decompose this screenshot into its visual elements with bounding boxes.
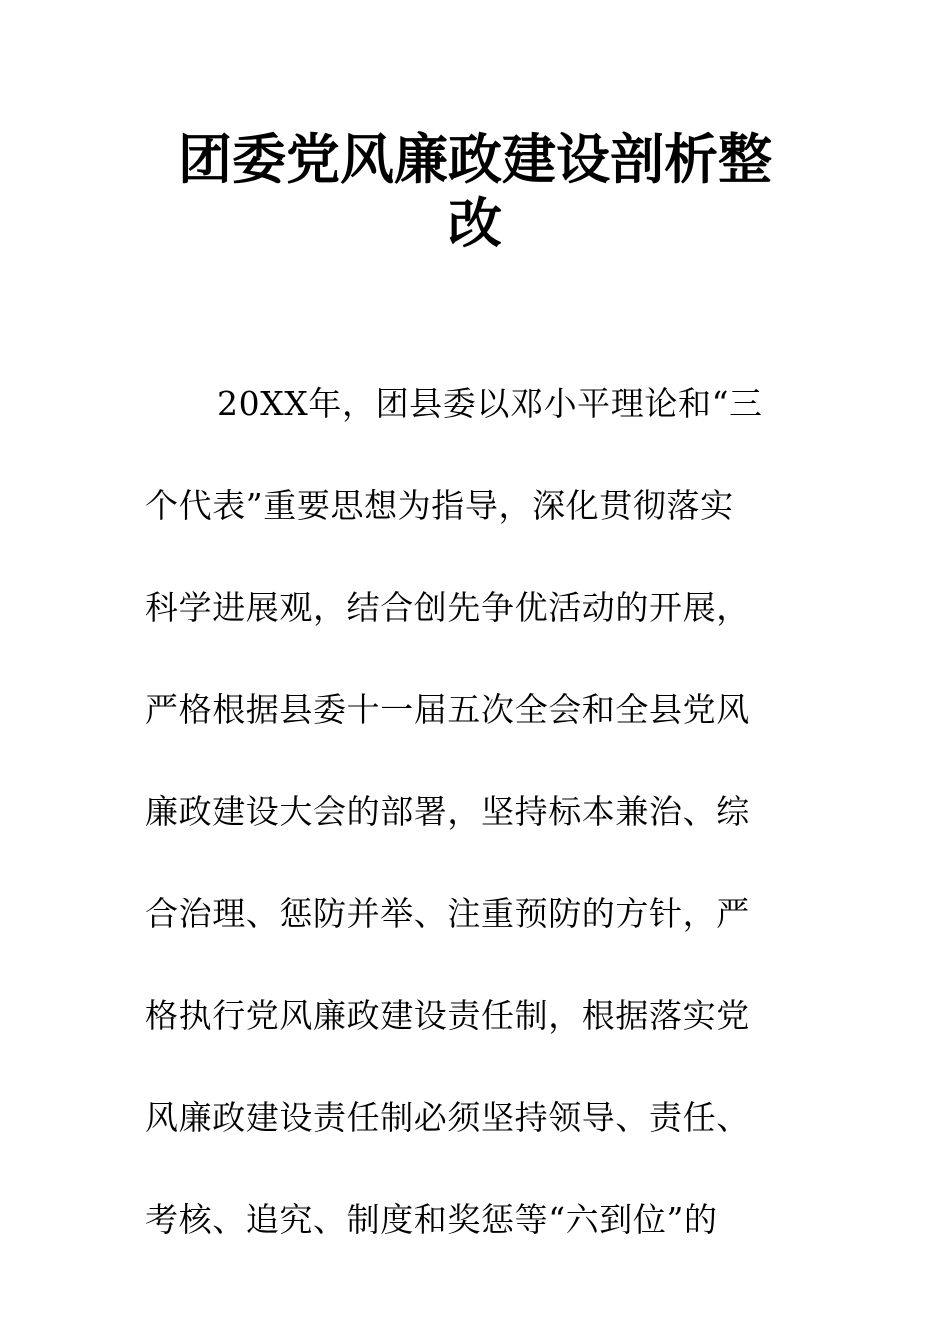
paragraph-line-4: 严格根据县委十一届五次全会和全县党风 <box>145 690 750 729</box>
paragraph-line-7: 格执行党风廉政建设责任制，根据落实党 <box>145 996 750 1035</box>
title-line-2: 改 <box>448 192 502 255</box>
paragraph-line-2: 个代表”重要思想为指导，深化贯彻落实 <box>145 486 734 525</box>
paragraph-line-9: 考核、追究、制度和奖惩等“六到位”的 <box>145 1200 718 1239</box>
paragraph-line-3: 科学进展观，结合创先争优活动的开展， <box>145 588 750 627</box>
paragraph-line-5: 廉政建设大会的部署，坚持标本兼治、综 <box>145 792 750 831</box>
paragraph-line-1: 20XX年，团县委以邓小平理论和“三 <box>217 384 763 423</box>
paragraph-line-6: 合治理、惩防并举、注重预防的方针，严 <box>145 894 750 933</box>
document-paragraph <box>145 376 807 1294</box>
document-title <box>0 128 950 256</box>
paragraph-line-8: 风廉政建设责任制必须坚持领导、责任、 <box>145 1098 750 1137</box>
title-line-1: 团委党风廉政建设剖析整 <box>178 128 772 191</box>
